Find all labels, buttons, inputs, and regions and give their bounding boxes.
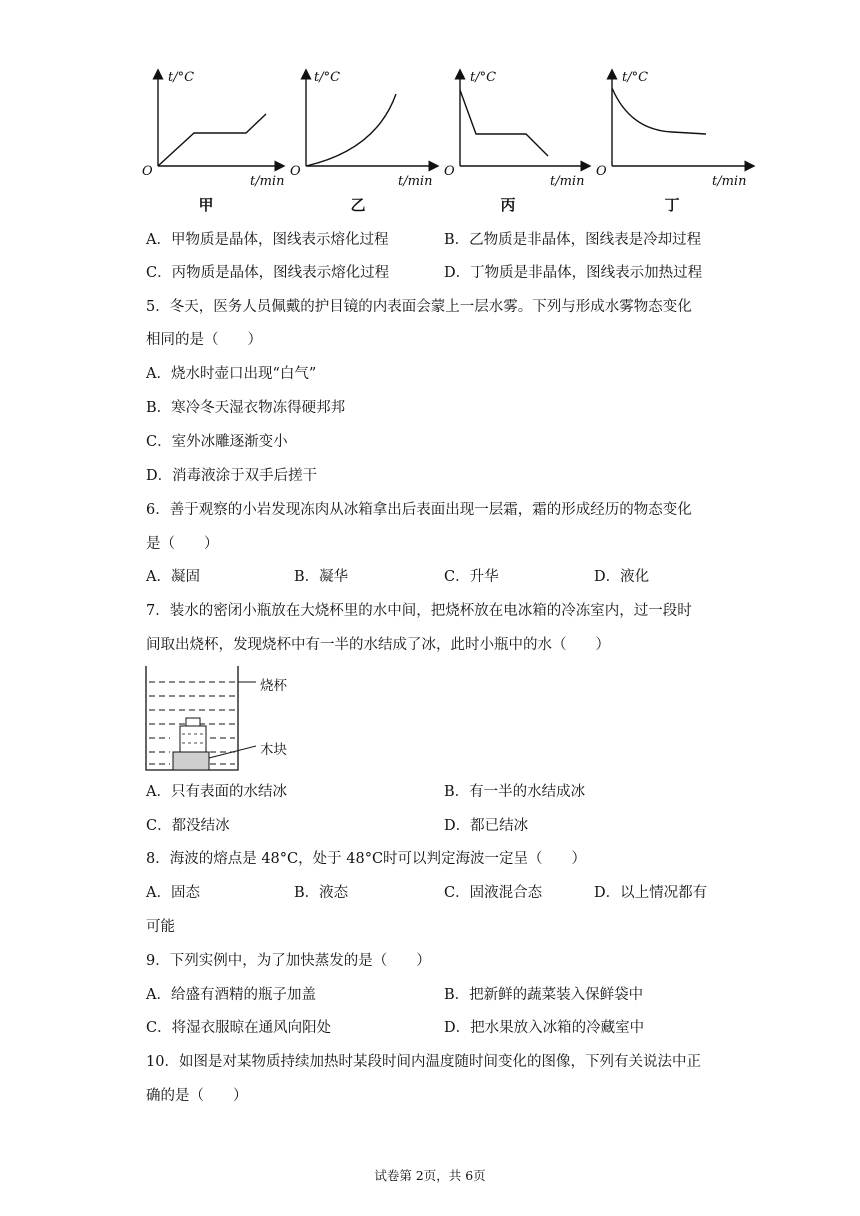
q5-stem-line1: 5．冬天，医务人员佩戴的护目镜的内表面会蒙上一层水雾。下列与形成水雾物态变化 <box>146 299 692 315</box>
q7-option-c: C．都没结冰 <box>146 818 230 834</box>
graphs-row <box>138 62 758 222</box>
q9-stem: 9．下列实例中，为了加快蒸发的是（ ） <box>146 953 431 969</box>
beaker-diagram <box>140 660 320 776</box>
q6-stem-line1: 6．善于观察的小岩发现冻肉从冰箱拿出后表面出现一层霜，霜的形成经历的物态变化 <box>146 502 692 518</box>
graph-yi-plot <box>286 62 441 192</box>
q4-option-d: D．丁物质是非晶体，图线表示加热过程 <box>444 265 703 281</box>
q10-stem-line2: 确的是（ ） <box>146 1088 248 1104</box>
q5-option-d: D．消毒液涂于双手后搓干 <box>146 468 318 484</box>
graph-jia-ylabel: t/°C <box>168 70 195 85</box>
graph-yi-origin: O <box>290 164 301 179</box>
graph-ding-name: 丁 <box>664 196 680 214</box>
graph-ding <box>596 62 747 222</box>
q4-option-a: A．甲物质是晶体，图线表示熔化过程 <box>146 232 389 248</box>
graph-bing-plot <box>444 62 594 192</box>
q5-option-a: A．烧水时壶口出现“白气” <box>146 366 317 382</box>
graph-bing-xlabel: t/min <box>550 174 585 189</box>
page-footer: 试卷第 2页，共 6页 <box>374 1168 486 1183</box>
q7-option-d: D．都已结冰 <box>444 818 529 834</box>
graph-ding-origin: O <box>596 164 607 179</box>
q6-option-c: C．升华 <box>444 569 499 585</box>
graph-ding-ylabel: t/°C <box>622 70 649 85</box>
q6-stem-line2: 是（ ） <box>146 536 219 552</box>
graph-jia-name: 甲 <box>198 196 214 214</box>
graph-bing-ylabel: t/°C <box>470 70 497 85</box>
graph-ding-xlabel: t/min <box>712 174 747 189</box>
q5-option-c: C．室外冰雕逐渐变小 <box>146 434 288 450</box>
graph-bing <box>444 62 584 222</box>
beaker-label: 烧杯 <box>260 678 287 694</box>
graph-bing-origin: O <box>444 164 455 179</box>
q4-option-c: C．丙物质是晶体，图线表示熔化过程 <box>146 265 390 281</box>
q9-option-d: D．把水果放入冰箱的冷藏室中 <box>444 1020 645 1036</box>
q7-option-a: A．只有表面的水结冰 <box>146 784 287 800</box>
graph-jia-plot <box>138 62 288 192</box>
q9-option-a: A．给盛有酒精的瓶子加盖 <box>146 987 316 1003</box>
q8-stem: 8．海波的熔点是 48°C，处于 48°C时可以判定海波一定呈（ ） <box>146 851 587 867</box>
q5-stem-line2: 相同的是（ ） <box>146 332 262 348</box>
graph-jia-origin: O <box>142 164 153 179</box>
q6-option-d: D．液化 <box>594 569 650 585</box>
q6-option-a: A．凝固 <box>146 569 200 585</box>
q8-option-b: B．液态 <box>294 885 349 901</box>
q10-stem-line1: 10．如图是对某物质持续加热时某段时间内温度随时间变化的图像，下列有关说法中正 <box>146 1054 701 1070</box>
q5-option-b: B．寒冷冬天湿衣物冻得硬邦邦 <box>146 400 346 416</box>
graph-jia-xlabel: t/min <box>250 174 285 189</box>
graph-jia <box>138 62 285 222</box>
graph-bing-name: 丙 <box>500 196 516 214</box>
q9-option-b: B．把新鲜的蔬菜装入保鲜袋中 <box>444 987 644 1003</box>
graph-ding-plot <box>596 62 756 192</box>
q8-option-d-continued: 可能 <box>146 919 175 935</box>
q9-option-c: C．将湿衣服晾在通风向阳处 <box>146 1020 332 1036</box>
q7-option-b: B．有一半的水结成冰 <box>444 784 586 800</box>
q4-option-b: B．乙物质是非晶体，图线表是冷却过程 <box>444 232 702 248</box>
graph-yi-ylabel: t/°C <box>314 70 341 85</box>
q7-stem-line2: 间取出烧杯，发现烧杯中有一半的水结成了冰，此时小瓶中的水（ ） <box>146 637 610 653</box>
wood-block-label: 木块 <box>260 742 287 758</box>
graph-yi-name: 乙 <box>350 196 366 214</box>
q8-option-d: D．以上情况都有 <box>594 885 708 901</box>
q6-option-b: B．凝华 <box>294 569 349 585</box>
q7-stem-line1: 7．装水的密闭小瓶放在大烧杯里的水中间，把烧杯放在电冰箱的冷冻室内，过一段时 <box>146 603 692 619</box>
beaker-figure <box>140 660 320 776</box>
graph-yi-xlabel: t/min <box>398 174 433 189</box>
q8-option-c: C．固液混合态 <box>444 885 543 901</box>
graph-yi <box>286 62 433 222</box>
q8-option-a: A．固态 <box>146 885 200 901</box>
